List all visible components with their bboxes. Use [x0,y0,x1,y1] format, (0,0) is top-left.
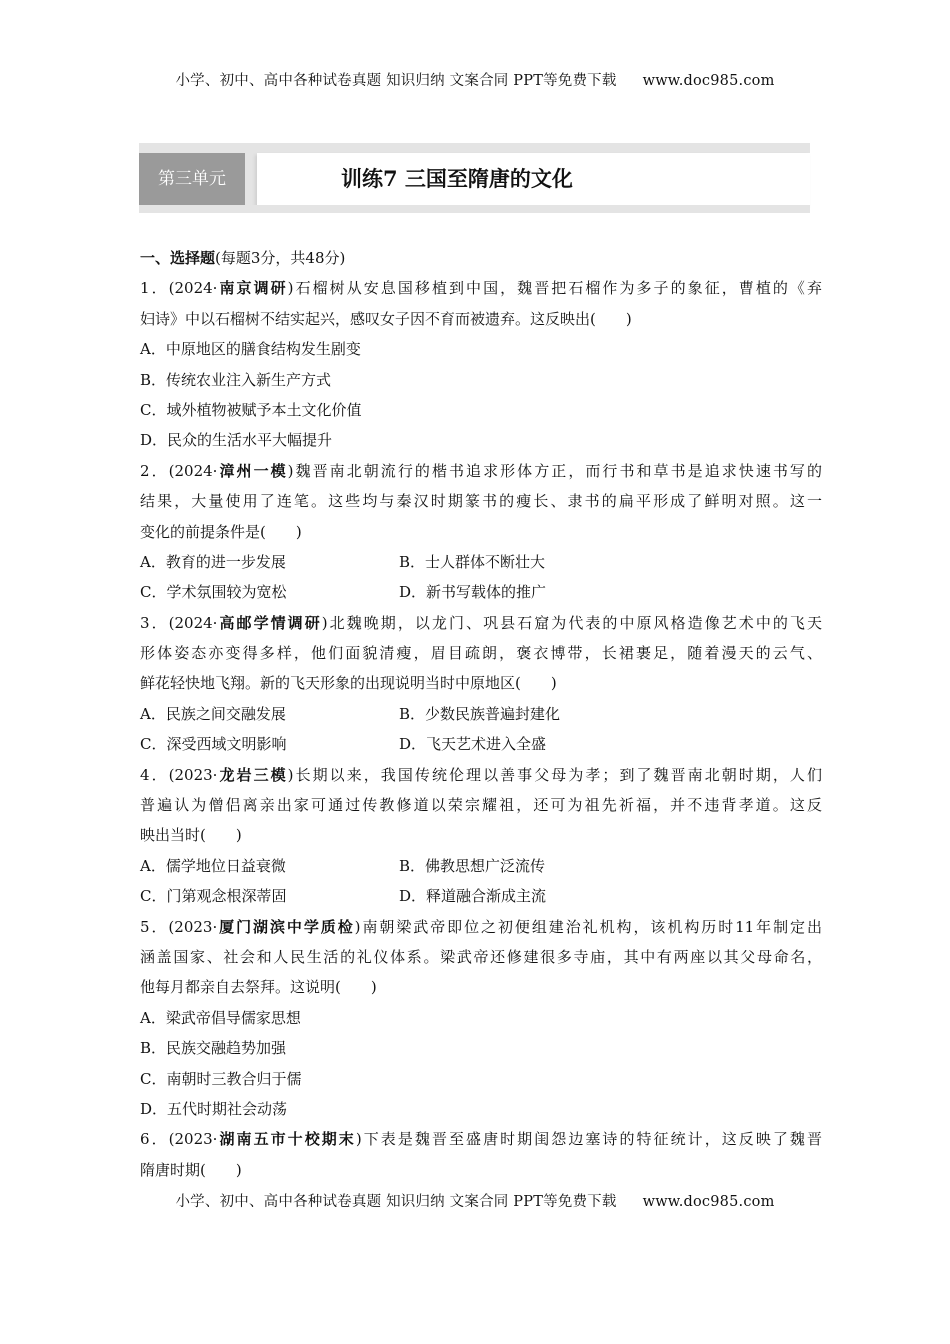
option-b[interactable]: B．民族交融趋势加强 [140,1039,287,1058]
option-b[interactable]: B．传统农业注入新生产方式 [140,370,332,389]
option-d[interactable]: D．释道融合渐成主流 [399,887,547,906]
question-source-suffix: ) [321,613,328,632]
option-d[interactable]: D．飞天艺术进入全盛 [399,735,547,754]
option-row [140,851,822,881]
question-source-suffix: ) [287,279,294,298]
question-number: 5． [140,917,169,936]
question-text: 北魏晚期，以龙门、巩县石窟为代表的中原风格造像艺术中的飞天 [327,613,822,632]
question-line [140,912,822,942]
question-6 [140,1124,822,1185]
question-source-suffix: ) [354,917,361,936]
option-row [140,577,822,607]
question-number: 2． [140,461,169,480]
question-source-prefix: (2023· [168,765,218,784]
question-source: 漳州一模 [217,461,288,480]
option-d[interactable]: D．新书写载体的推广 [399,583,547,602]
option-b[interactable]: B．士人群体不断壮大 [399,552,546,571]
question-line: 形体姿态亦变得多样，他们面貌清瘦，眉目疏朗，褒衣博带，长裙裹足，随着漫天的云气、 [140,644,822,663]
question-source-prefix: (2024· [168,613,218,632]
question-text: 魏晋南北朝流行的楷书追求形体方正，而行书和草书是追求快速书写的 [293,461,822,480]
option-d[interactable]: D．五代时期社会动荡 [140,1099,288,1118]
option-b[interactable]: B．少数民族普遍封建化 [399,704,561,723]
question-source-prefix: (2023· [168,917,218,936]
question-number: 1． [140,279,169,298]
question-3 [140,608,822,760]
option-c[interactable]: C．南朝时三教合归于儒 [140,1069,302,1088]
question-line: 变化的前提条件是( ) [140,522,302,541]
question-source-suffix: ) [355,1130,362,1149]
question-source: 南京调研 [217,279,288,298]
question-line: 妇诗》中以石榴树不结实起兴，感叹女子因不育而被遗弃。这反映出( ) [140,309,632,328]
question-source-suffix: ) [287,461,294,480]
site-header-url[interactable]: www.doc985.com [642,73,775,89]
question-text: 石榴树从安息国移植到中国，魏晋把石榴作为多子的象征，曹植的《弃 [293,279,822,298]
option-a[interactable]: A．儒学地位日益衰微 [140,856,286,875]
question-line: 结果，大量使用了连笔。这些均与秦汉时期篆书的瘦长、隶书的扁平形成了鲜明对照。这一 [140,492,822,511]
option-d[interactable]: D．民众的生活水平大幅提升 [140,431,333,450]
banner-bottom-bar [139,205,810,213]
question-line: 鲜花轻快地飞翔。新的飞天形象的出现说明当时中原地区( ) [140,674,557,693]
question-line: 隋唐时期( ) [140,1160,242,1179]
question-line: 涵盖国家、社会和人民生活的礼仪体系。梁武帝还修建很多寺庙，其中有两座以其父母命名， [140,947,822,966]
question-1 [140,273,822,455]
site-footer-text: 小学、初中、高中各种试卷真题 知识归纳 文案合同 PPT等免费下载 [175,1194,617,1210]
question-source-prefix: (2023· [168,1130,218,1149]
question-line [140,1124,822,1154]
question-text: 南朝梁武帝即位之初便组建治礼机构，该机构历时11年制定出 [360,917,822,936]
section-heading [140,243,822,273]
question-source: 厦门湖滨中学质检 [217,917,355,936]
option-a[interactable]: A．中原地区的膳食结构发生剧变 [140,340,361,359]
section-note: (每题3分，共48分) [215,249,346,267]
option-a[interactable]: A．民族之间交融发展 [140,704,286,723]
banner-top-bar [139,143,810,153]
option-c[interactable]: C．学术氛围较为宽松 [140,583,287,602]
banner-title-box [257,153,810,205]
question-source: 湖南五市十校期末 [217,1130,356,1149]
question-text: 长期以来，我国传统伦理以善事父母为孝；到了魏晋南北朝时期，人们 [293,765,822,784]
question-line [140,456,822,486]
question-line: 映出当时( ) [140,826,242,845]
question-line [140,760,822,790]
question-line [140,608,822,638]
unit-banner [139,143,810,213]
option-row [140,547,822,577]
question-line [140,273,822,303]
option-b[interactable]: B．佛教思想广泛流传 [399,856,546,875]
question-line: 普遍认为僧侣离亲出家可通过传教修道以荣宗耀祖，还可为祖先祈福，并不违背孝道。这反 [140,796,822,815]
question-list [140,243,822,1185]
question-source-prefix: (2024· [168,461,218,480]
site-footer-url[interactable]: www.doc985.com [642,1194,775,1210]
question-source: 高邮学情调研 [217,613,322,632]
question-number: 6． [140,1130,169,1149]
lesson-title: 训练7 三国至隋唐的文化 [341,166,573,191]
question-2 [140,456,822,608]
site-header [0,69,950,90]
question-5 [140,912,822,1125]
option-a[interactable]: A．教育的进一步发展 [140,552,286,571]
question-4 [140,760,822,912]
question-text: 下表是魏晋至盛唐时期闺怨边塞诗的特征统计，这反映了魏晋 [361,1130,822,1149]
option-row [140,881,822,911]
question-source-suffix: ) [287,765,294,784]
unit-label: 第三单元 [139,153,245,205]
option-c[interactable]: C．门第观念根深蒂固 [140,887,287,906]
question-number: 4． [140,765,169,784]
question-line: 他每月都亲自去祭拜。这说明( ) [140,978,377,997]
question-source-prefix: (2024· [168,279,218,298]
option-row [140,699,822,729]
option-c[interactable]: C．深受西域文明影响 [140,735,287,754]
site-footer [0,1190,950,1211]
option-a[interactable]: A．梁武帝倡导儒家思想 [140,1008,301,1027]
section-title: 一、选择题 [140,249,216,267]
question-number: 3． [140,613,169,632]
site-header-text: 小学、初中、高中各种试卷真题 知识归纳 文案合同 PPT等免费下载 [175,73,617,89]
option-c[interactable]: C．域外植物被赋予本土文化价值 [140,400,362,419]
banner-tab-gap [245,153,257,205]
question-source: 龙岩三模 [217,765,288,784]
option-row [140,729,822,759]
